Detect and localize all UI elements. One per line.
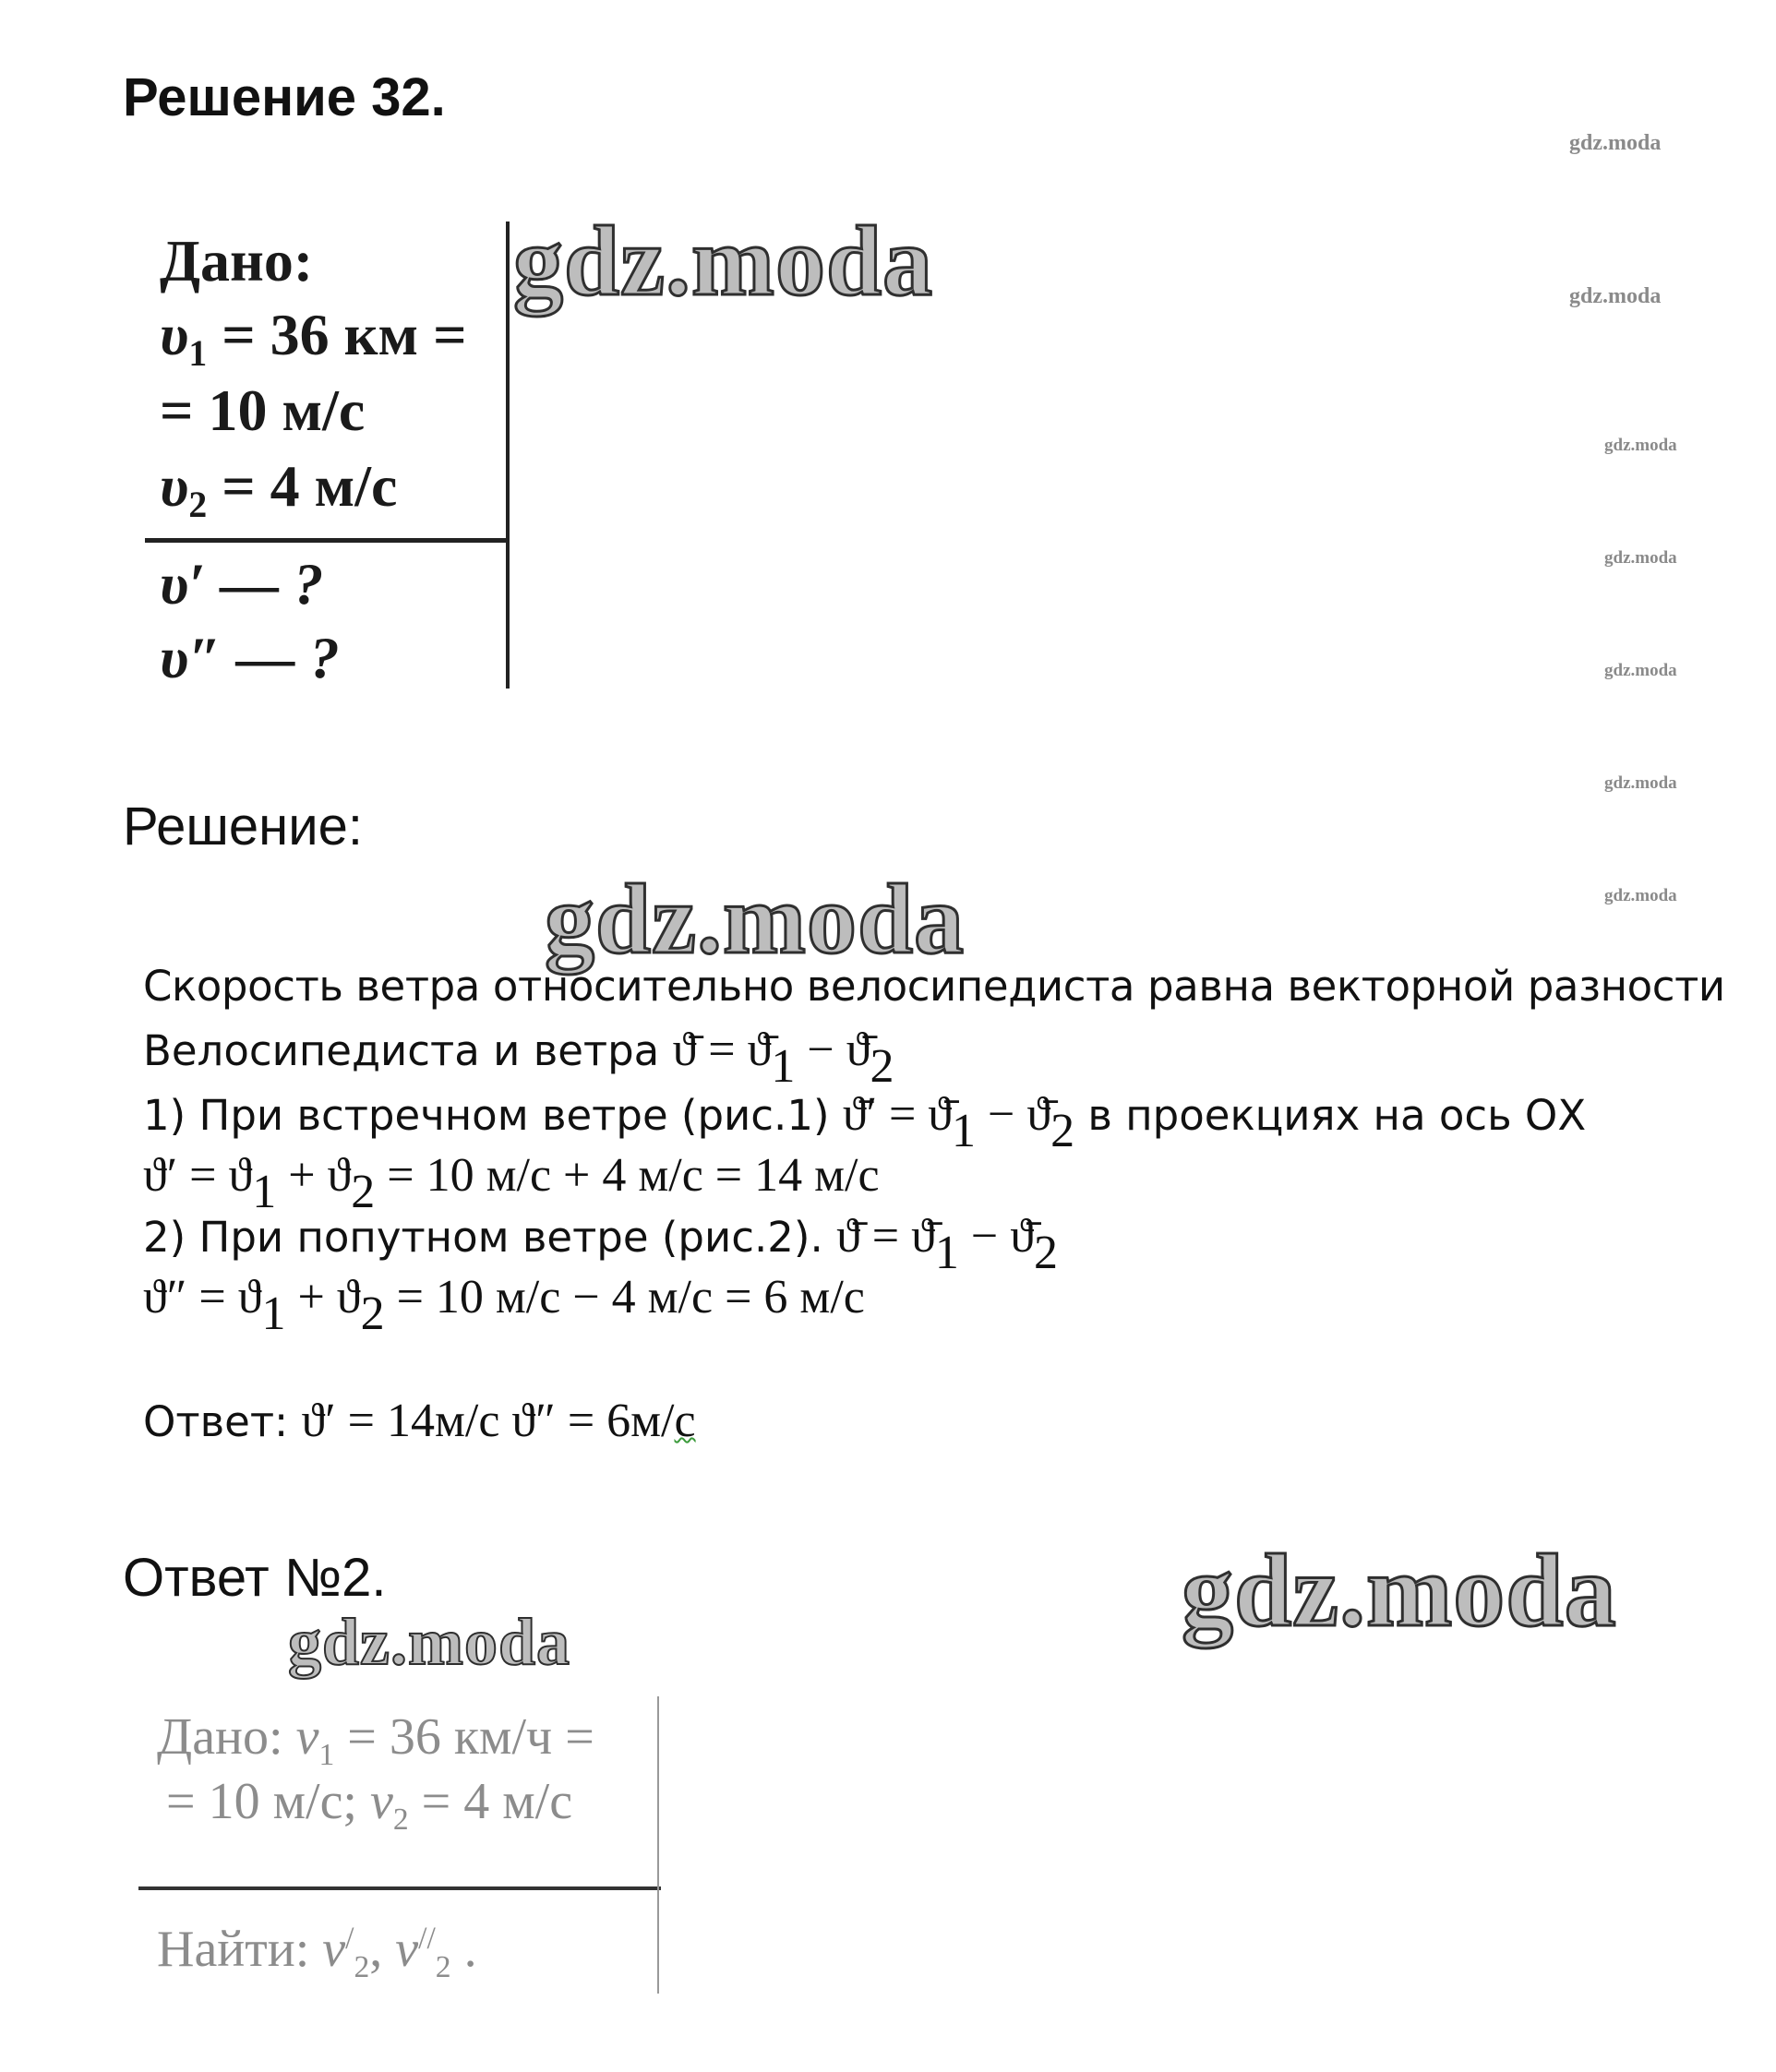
formula: ϑ̄′ = ϑ̄ [842, 1088, 953, 1141]
formula: ϑ′ = ϑ [143, 1149, 253, 1202]
page-title: Решение 32. [123, 67, 446, 127]
value: = 36 км/ч = [334, 1708, 594, 1766]
given2-line-1 [157, 1707, 594, 1773]
given-v1-converted: = 10 м/с [160, 377, 366, 443]
v2-subscript: 2 [188, 484, 208, 525]
watermark-small: gdz.moda [1569, 284, 1662, 308]
given2-line-2 [166, 1772, 572, 1838]
watermark-small: gdz.moda [1604, 886, 1677, 905]
value: = 4 м/с [408, 1773, 573, 1830]
given-vertical-rule [506, 222, 510, 689]
symbol: v [395, 1921, 419, 1978]
watermark-large: gdz.moda [1182, 1534, 1617, 1648]
formula: − ϑ̄ [958, 1210, 1034, 1263]
watermark-small: gdz.moda [1604, 548, 1677, 568]
formula: = 10 м/с + 4 м/с = 14 м/с [375, 1149, 880, 1202]
watermark-large: gdz.moda [288, 1605, 571, 1679]
v1-symbol: υ [160, 302, 189, 367]
value: = 10 м/с; [166, 1773, 370, 1830]
subscript: 1 [318, 1738, 335, 1773]
find-v-double-prime: υ″ — ? [160, 625, 340, 690]
watermark-large: gdz.moda [513, 207, 934, 317]
subscript: 2 [392, 1803, 409, 1838]
subscript: 1 [952, 1105, 977, 1158]
given-label: Дано: [160, 228, 314, 293]
formula: ϑ′ = 14м/с ϑ″ = 6м/ [301, 1395, 675, 1447]
v2-value: = 4 м/с [207, 453, 398, 519]
superscript: / [345, 1921, 354, 1956]
solution-line-2 [143, 1023, 894, 1094]
v1-value: = 36 км = [207, 302, 467, 367]
formula: − ϑ̄ [976, 1088, 1051, 1141]
answer-label: Ответ: [143, 1397, 302, 1446]
formula: ϑ̄ = ϑ̄ [836, 1210, 935, 1263]
subscript: 2 [1050, 1105, 1075, 1158]
separator: , [369, 1921, 396, 1978]
formula: + ϑ [276, 1149, 352, 1202]
formula: = 10 м/с − 4 м/с = 6 м/с [384, 1271, 865, 1323]
given-divider [145, 538, 510, 543]
given-v1 [160, 301, 467, 375]
v1-subscript: 1 [188, 332, 208, 374]
separator: . [450, 1921, 477, 1978]
formula: + ϑ [285, 1271, 361, 1323]
symbol: v [295, 1708, 319, 1766]
find-v-prime: υ′ — ? [160, 551, 324, 617]
formula: ϑ″ = ϑ [143, 1271, 262, 1323]
superscript: // [418, 1921, 436, 1956]
subscript: 2 [870, 1040, 894, 1094]
subscript: 2 [354, 1950, 370, 1985]
symbol: v [370, 1773, 393, 1830]
watermark-small: gdz.moda [1569, 131, 1662, 155]
subscript: 1 [934, 1227, 959, 1280]
subscript: 2 [435, 1950, 451, 1985]
watermark-small: gdz.moda [1604, 436, 1677, 455]
v2-symbol: υ [160, 453, 189, 519]
line-text: в проекциях на ось ОХ [1074, 1091, 1587, 1140]
subscript: 1 [252, 1166, 277, 1219]
solution-line-1: Скорость ветра относительно велосипедиста равна векторной разности [143, 962, 1725, 1011]
answer-2-heading: Ответ №2. [123, 1548, 387, 1608]
given2-label: Дано: [157, 1708, 296, 1766]
formula: − ϑ̄ [795, 1024, 870, 1076]
subscript: 1 [261, 1288, 286, 1341]
formula: с [674, 1395, 696, 1447]
watermark-small: gdz.moda [1604, 661, 1677, 680]
subscript: 1 [771, 1040, 796, 1094]
subscript: 2 [360, 1288, 385, 1341]
watermark-large: gdz.moda [545, 865, 966, 975]
given2-find [157, 1920, 477, 1985]
given2-divider [138, 1886, 661, 1890]
symbol: v [322, 1921, 346, 1978]
subscript: 2 [351, 1166, 376, 1219]
answer-line [143, 1394, 696, 1448]
watermark-small: gdz.moda [1604, 773, 1677, 793]
given2-vertical-rule [657, 1696, 659, 1994]
line-text: Велосипедиста и ветра [143, 1026, 673, 1075]
solution-line-6 [143, 1270, 865, 1341]
find-label: Найти: [157, 1921, 323, 1978]
formula: ϑ̄ = ϑ̄ [672, 1024, 772, 1076]
subscript: 2 [1033, 1227, 1058, 1280]
given-v2 [160, 452, 397, 526]
line-text: 1) При встречном ветре (рис.1) [143, 1091, 843, 1140]
solution-label: Решение: [123, 796, 363, 856]
line-text: 2) При попутном ветре (рис.2). [143, 1213, 837, 1262]
